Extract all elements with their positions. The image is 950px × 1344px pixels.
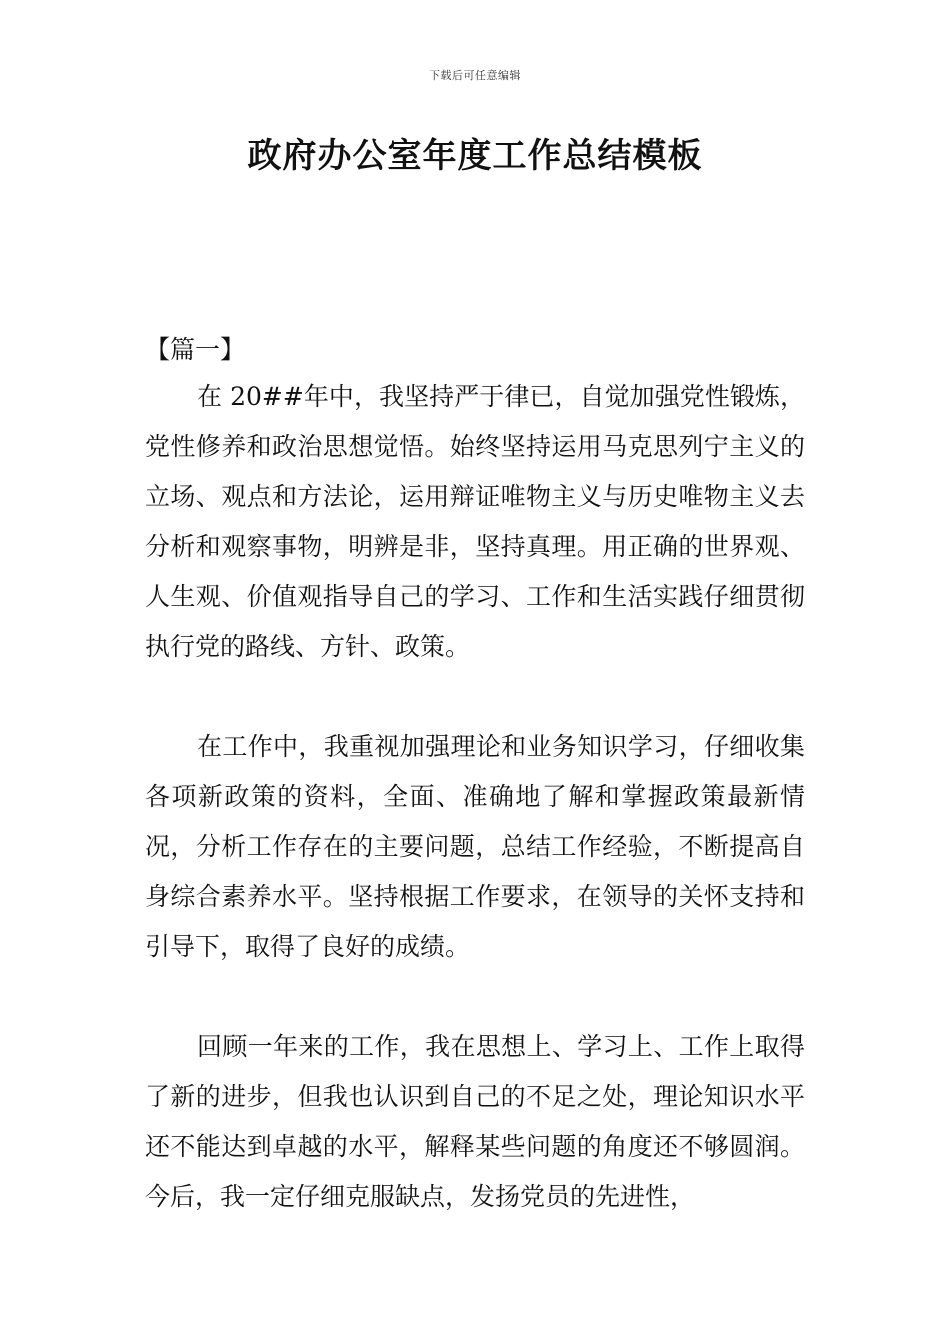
header-note: 下载后可任意编辑 bbox=[429, 69, 521, 82]
document-title: 政府办公室年度工作总结模板 bbox=[247, 136, 703, 176]
paragraph-1: 在 20##年中，我坚持严于律已，自觉加强党性锻炼，党性修养和政治思想觉悟。始终坚持运用马克思列宁主义的立场、观点和方法论，运用辩证唯物主义与历史唯物主义去分析和观察事物，明辨是非，坚持真理。用正确的世界观、人生观、价值观指导自己的学习、工作和生活实践仔细贯彻执行党的路线、方针、政策。 bbox=[145, 382, 805, 661]
paragraph-3: 回顾一年来的工作，我在思想上、学习上、工作上取得了新的进步，但我也认识到自己的不足之处，理论知识水平还不能达到卓越的水平，解释某些问题的角度还不够圆润。今后，我一定仔细克服缺点，发扬党员的先进性， bbox=[145, 1032, 805, 1211]
paragraph-2: 在工作中，我重视加强理论和业务知识学习，仔细收集各项新政策的资料，全面、准确地了解和掌握政策最新情况，分析工作存在的主要问题，总结工作经验，不断提高自身综合素养水平。坚持根据工作要求，在领导的关怀支持和引导下，取得了良好的成绩。 bbox=[145, 732, 805, 961]
section-label: 【篇一】 bbox=[145, 335, 246, 364]
